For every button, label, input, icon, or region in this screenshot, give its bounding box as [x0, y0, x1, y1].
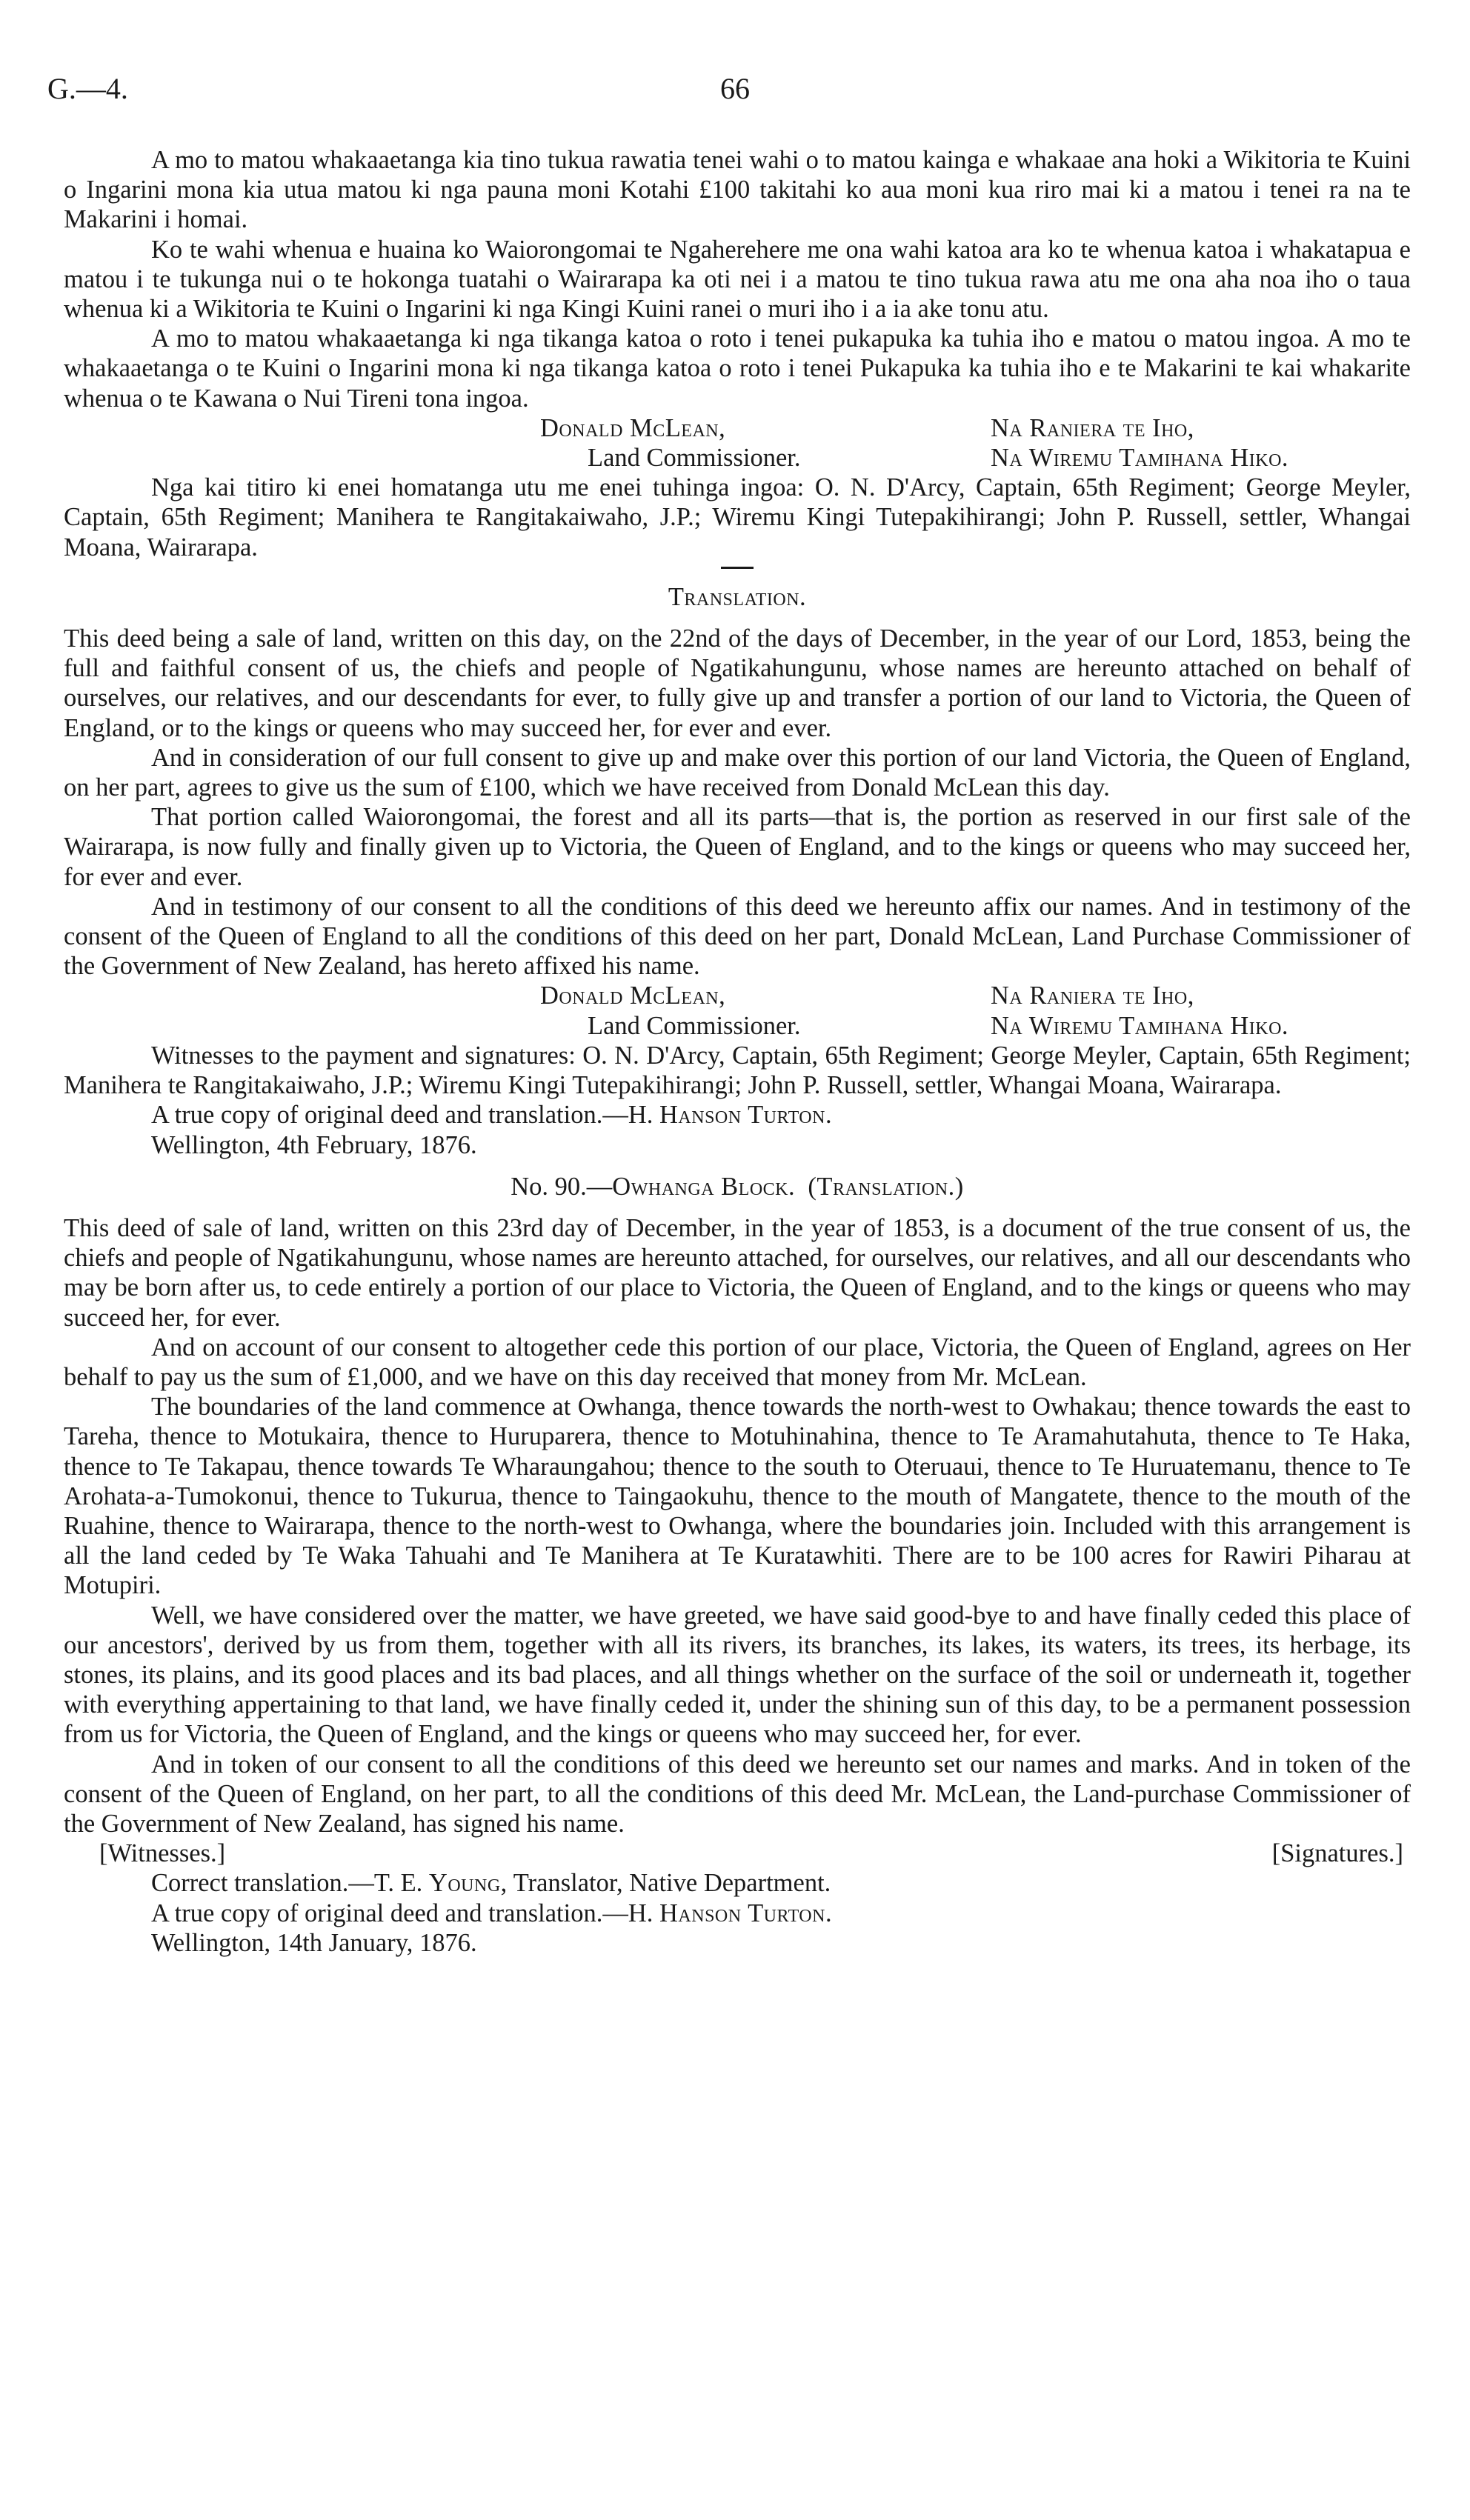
maori-paragraph: Ko te wahi whenua e huaina ko Waiorongomai te Ngaherehere me ona wahi katoa ara ko te whenua katoa i whakatapua e matou i te tukunga nui o te hokonga tuatahi o Wairarapa ka oti nei i a matou te tino tukua rawa atu me ona aha noa iho o taua whenua ki a Wikitoria te Kuini o Ingarini ki nga Kingi Kuini ranei o muri iho i a ia ake tonu atu.	[64, 235, 1411, 324]
signatory: Na Raniera te Iho,	[991, 413, 1194, 442]
true-copy-signer: Hanson Turton.	[659, 1101, 833, 1130]
translator-name: Young,	[428, 1869, 508, 1898]
translation-paragraph: And in testimony of our consent to all the conditions of this deed we hereunto affix our names. And in testimony of the consent of the Queen of England to all the conditions of this deed on her part, Donald McLean, Land Purchase Commissioner of the Government of New Zealand, has hereto affixed his name.	[64, 892, 1411, 981]
true-copy-signer: Hanson Turton.	[659, 1899, 833, 1927]
witnesses-paragraph: Witnesses to the payment and signatures: O. N. D'Arcy, Captain, 65th Regiment; George Meyler, Captain, 65th Regiment; Manihera te Rangitakaiwaho, J.P.; Wiremu Kingi Tutepakihirangi; John P. Russell, settler, Whangai Moana, Wairarapa.	[64, 1041, 1411, 1100]
signatures-label: [Signatures.]	[1271, 1839, 1403, 1868]
signature-block	[64, 981, 1411, 1010]
true-copy-text: A true copy of original deed and translation.—H.	[151, 1899, 659, 1927]
translation-paragraph: This deed being a sale of land, written on this day, on the 22nd of the days of December, in the year of our Lord, 1853, being the full and faithful consent of us, the chiefs and people of Ngatikahungunu, whose names are hereunto attached on behalf of ourselves, our relatives, and our descendants for ever, to fully give up and transfer a portion of our land to Victoria, the Queen of England, or to the kings or queens who may succeed her, for ever and ever.	[64, 624, 1411, 742]
signatory: Na Wiremu Tamihana Hiko.	[991, 444, 1289, 473]
translation-paragraph: And in consideration of our full consent to give up and make over this portion of our land Victoria, the Queen of England, on her part, agrees to give us the sum of £100, which we have received from Donald McLean this day.	[64, 743, 1411, 802]
heading-translation-label: (Translation.)	[808, 1172, 964, 1201]
witnesses-label: [Witnesses.]	[99, 1839, 226, 1868]
document-body	[64, 145, 1411, 1958]
maori-paragraph: A mo to matou whakaaetanga kia tino tukua rawatia tenei wahi o to matou kainga e whakaae ana hoki a Wikitoria te Kuini o Ingarini mona kia utua matou ki nga pauna moni Kotahi £100 takitahi ko aua moni kua riro mai ki a matou i tenei ra na te Makarini i homai.	[64, 146, 1411, 234]
signature-name: Donald McLean,	[540, 413, 726, 442]
correct-translation-text: Correct translation.—T. E.	[151, 1869, 429, 1898]
correct-translation-line	[64, 1868, 1411, 1898]
heading-block-name: Owhanga Block.	[612, 1172, 796, 1201]
signature-block	[64, 443, 1411, 473]
signature-name: Donald McLean,	[540, 981, 726, 1010]
dateline: Wellington, 14th January, 1876.	[151, 1928, 477, 1957]
owhanga-paragraph: And on account of our consent to altogether cede this portion of our place, Victoria, the Queen of England, agrees on Her behalf to pay us the sum of £1,000, and we have on this day received that money from Mr. McLean.	[64, 1333, 1411, 1391]
document-reference: G.—4.	[47, 72, 128, 105]
dateline: Wellington, 4th February, 1876.	[151, 1130, 477, 1159]
owhanga-paragraph: Well, we have considered over the matter, we have greeted, we have said good-bye to and have finally ceded this place of our ancestors', derived by us from them, together with all its rivers, its branches, its lakes, its waters, its trees, its herbage, its stones, its plains, and its good places and its bad places, and all things whether on the surface of the soil or underneath it, together with everything appertaining to that land, we have finally ceded it, under the shining sun of this day, to be a permanent possession from us for Victoria, the Queen of England, and the kings or queens who may succeed her, for ever.	[64, 1601, 1411, 1749]
signature-block	[64, 413, 1411, 443]
translator-role: Translator, Native Department.	[507, 1869, 831, 1898]
page-number: 66	[720, 72, 750, 105]
signature-block	[64, 1011, 1411, 1041]
owhanga-paragraph: The boundaries of the land commence at Owhanga, thence towards the north-west to Owhakau; thence towards the east to Tareha, thence to Motukaira, thence to Huruparera, thence to Motuhinahina, thence to Te Aramahutahuta, thence to Te Haka, thence to Te Takapau, thence towards Te Wharaungahou; thence to the south to Oteruaui, thence to Te Huruatemanu, thence to Te Arohata-a-Tumokonui, thence to Tukurua, thence to Taingaokuhu, thence to the mouth of Mangatete, thence to the mouth of the Ruahine, thence to Wairarapa, thence to the north-west to Owhanga, where the boundaries join. Included with this arrangement is all the land ceded by Te Waka Tahuahi and Te Manihera at Te Kuratawhiti. There are to be 100 acres for Rawiri Piharau at Motupiri.	[64, 1393, 1411, 1600]
translation-paragraph: That portion called Waiorongomai, the forest and all its parts—that is, the portion as reserved in our first sale of the Wairarapa, is now fully and finally given up to Victoria, the Queen of England, and to the kings or queens who may succeed her, for ever and ever.	[64, 803, 1411, 891]
owhanga-paragraph: This deed of sale of land, written on this 23rd day of December, in the year of 1853, is a document of the true consent of us, the chiefs and people of Ngatikahungunu, whose names are hereunto attached, for ourselves, our relatives, and all our descendants who may be born after us, to cede entirely a portion of our place to Victoria, the Queen of England, and to the kings or queens who may succeed her, for ever.	[64, 1213, 1411, 1332]
signature-title: Land Commissioner.	[588, 1011, 801, 1040]
true-copy-text: A true copy of original deed and translation.—H.	[151, 1101, 659, 1130]
owhanga-section	[64, 1172, 1411, 1958]
signatory: Na Raniera te Iho,	[991, 981, 1194, 1010]
owhanga-paragraph: And in token of our consent to all the conditions of this deed we hereunto set our names and marks. And in token of the consent of the Queen of England, on her part, to all the conditions of this deed Mr. McLean, the Land-purchase Commissioner of the Government of New Zealand, has signed his name.	[64, 1750, 1411, 1838]
maori-deed-section	[64, 145, 1411, 569]
true-copy-line	[64, 1899, 1411, 1928]
section-divider	[721, 567, 754, 569]
witnesses-paragraph: Nga kai titiro ki enei homatanga utu me enei tuhinga ingoa: O. N. D'Arcy, Captain, 65th Regiment; George Meyler, Captain, 65th Regiment; Manihera te Rangitakaiwaho, J.P.; Wiremu Kingi Tutepakihirangi; John P. Russell, settler, Whangai Moana, Wairarapa.	[64, 473, 1411, 561]
true-copy-line	[64, 1100, 1411, 1130]
signatory: Na Wiremu Tamihana Hiko.	[991, 1011, 1289, 1040]
maori-paragraph: A mo to matou whakaaetanga ki nga tikanga katoa o roto i tenei pukapuka ka tuhia iho e matou o matou ingoa. A mo te whakaaetanga o te Kuini o Ingarini mona ki nga tikanga katoa o roto i tenei Pukapuka ka tuhia iho e te Makarini te kai whakarite whenua o te Kawana o Nui Tireni tona ingoa.	[64, 324, 1411, 413]
witness-signature-row	[64, 1839, 1411, 1868]
heading-number: No. 90.—	[510, 1172, 613, 1201]
translation-section	[64, 582, 1411, 1160]
translation-heading: Translation.	[668, 582, 807, 611]
owhanga-heading	[64, 1172, 1411, 1201]
signature-title: Land Commissioner.	[588, 444, 801, 473]
